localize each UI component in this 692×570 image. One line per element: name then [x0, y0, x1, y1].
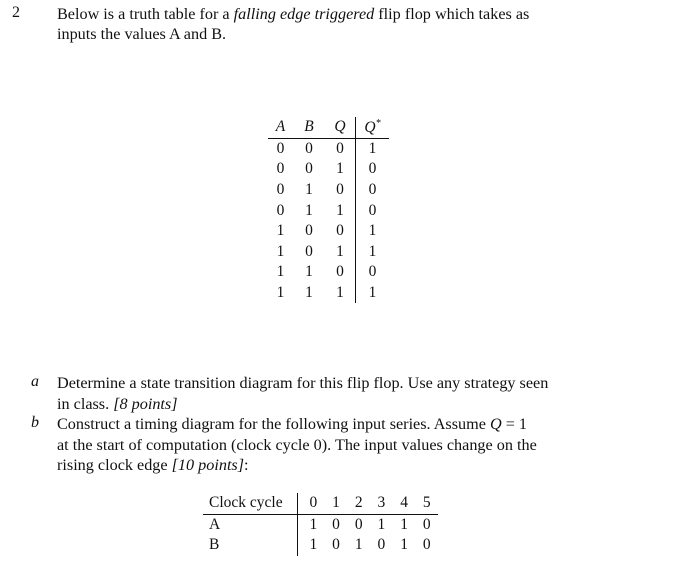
truth-cell-q-next: 0 — [368, 181, 377, 199]
truth-table-row — [268, 200, 389, 221]
truth-table-row — [268, 138, 389, 159]
truth-cell-a: 1 — [276, 263, 285, 281]
truth-table-row — [268, 221, 389, 242]
series-value: 0 — [354, 515, 363, 533]
item-b-math-variable: Q — [489, 415, 502, 433]
item-b-text: Construct a timing diagram for the following input series. Assume — [57, 415, 490, 433]
cycle-number: 3 — [370, 493, 393, 514]
header-a: A — [268, 117, 293, 138]
input-series-table — [203, 493, 438, 556]
item-b-text: rising clock edge — [57, 456, 172, 474]
series-value: 1 — [400, 536, 408, 554]
truth-cell-b: 0 — [305, 160, 313, 178]
item-a-label: a — [31, 373, 39, 390]
truth-cell-q-next: 0 — [368, 263, 377, 281]
question-intro — [57, 4, 657, 44]
truth-cell-a: 0 — [276, 181, 285, 199]
truth-cell-q: 1 — [325, 242, 356, 263]
truth-table-row — [268, 262, 389, 283]
truth-cell-b: 1 — [305, 263, 313, 281]
truth-table-row — [268, 180, 389, 201]
item-b-label: b — [31, 414, 39, 431]
truth-cell-a: 1 — [276, 242, 285, 260]
truth-table-header-row — [268, 117, 389, 138]
series-value: 0 — [422, 536, 431, 554]
cycle-number: 2 — [347, 493, 370, 514]
item-a-points: [8 points] — [113, 394, 178, 413]
truth-table-row — [268, 159, 389, 180]
intro-line-1 — [57, 4, 657, 24]
item-a — [57, 373, 657, 414]
item-a-line-1: Determine a state transition diagram for this flip flop. Use any strategy seen — [57, 374, 549, 392]
series-row-label: B — [203, 535, 298, 556]
truth-cell-a: 0 — [276, 139, 285, 157]
cycle-number: 1 — [325, 493, 348, 514]
series-row-label: A — [203, 514, 298, 535]
truth-table — [268, 117, 389, 303]
series-table-body — [203, 514, 438, 556]
series-value: 0 — [422, 515, 431, 533]
truth-cell-q-next: 1 — [368, 284, 377, 302]
truth-table-row — [268, 242, 389, 263]
truth-table-body — [268, 138, 389, 303]
intro-emphasis: falling edge triggered — [233, 5, 375, 23]
cycle-number: 4 — [393, 493, 416, 514]
intro-line-2: inputs the values A and B. — [57, 25, 227, 43]
item-b-math-value: = 1 — [501, 415, 527, 433]
truth-cell-b: 1 — [305, 181, 313, 199]
cycle-number: 5 — [415, 493, 438, 514]
intro-text: Below is a truth table for a — [57, 5, 234, 23]
series-value: 1 — [309, 515, 318, 533]
next-state-mark: * — [375, 117, 381, 129]
header-q-next — [356, 117, 390, 138]
item-b-line-3 — [57, 455, 657, 476]
truth-cell-q-next: 0 — [368, 160, 377, 178]
truth-cell-q-next: 1 — [368, 139, 377, 157]
truth-cell-q-next: 1 — [368, 242, 377, 260]
series-value: 0 — [377, 536, 386, 554]
truth-cell-b: 0 — [305, 242, 313, 260]
series-value: 0 — [332, 536, 340, 554]
question-number: 2 — [12, 4, 20, 21]
item-b-points: [10 points] — [171, 456, 245, 474]
truth-cell-q: 0 — [325, 138, 356, 159]
truth-cell-q: 1 — [325, 159, 356, 180]
truth-cell-q: 0 — [325, 262, 356, 283]
series-header-row — [203, 493, 438, 514]
header-q-next-letter: Q — [364, 118, 376, 136]
truth-cell-b: 1 — [305, 201, 313, 219]
truth-cell-a: 1 — [276, 284, 285, 302]
series-value: 0 — [332, 515, 340, 533]
item-b-line-2: at the start of computation (clock cycle 0). The input values change on the — [57, 435, 537, 454]
item-b — [57, 414, 657, 476]
series-row-a — [203, 514, 438, 535]
header-b: B — [293, 117, 325, 138]
item-b-line-1 — [57, 414, 657, 435]
series-row-b — [203, 535, 438, 556]
truth-cell-q: 0 — [325, 221, 356, 242]
item-a-line-2 — [57, 394, 657, 415]
header-q: Q — [325, 117, 356, 138]
truth-cell-q-next: 1 — [368, 222, 377, 240]
truth-cell-q-next: 0 — [368, 201, 377, 219]
series-value: 1 — [400, 515, 408, 533]
series-value: 1 — [354, 536, 363, 554]
truth-cell-q: 1 — [325, 200, 356, 221]
series-value: 1 — [377, 515, 386, 533]
truth-cell-b: 1 — [305, 284, 313, 302]
intro-text: flip flop which takes as — [374, 5, 530, 23]
truth-cell-a: 1 — [276, 222, 285, 240]
clock-cycle-label: Clock cycle — [203, 493, 298, 514]
truth-cell-a: 0 — [276, 160, 285, 178]
series-value: 1 — [309, 536, 318, 554]
truth-cell-q: 1 — [325, 283, 356, 304]
cycle-number: 0 — [298, 493, 325, 514]
item-b-colon: : — [244, 456, 249, 474]
item-a-text: in class. — [57, 394, 114, 413]
truth-table-row — [268, 283, 389, 304]
truth-cell-a: 0 — [276, 201, 285, 219]
truth-cell-b: 0 — [305, 222, 313, 240]
truth-cell-b: 0 — [305, 139, 313, 157]
truth-cell-q: 0 — [325, 180, 356, 201]
